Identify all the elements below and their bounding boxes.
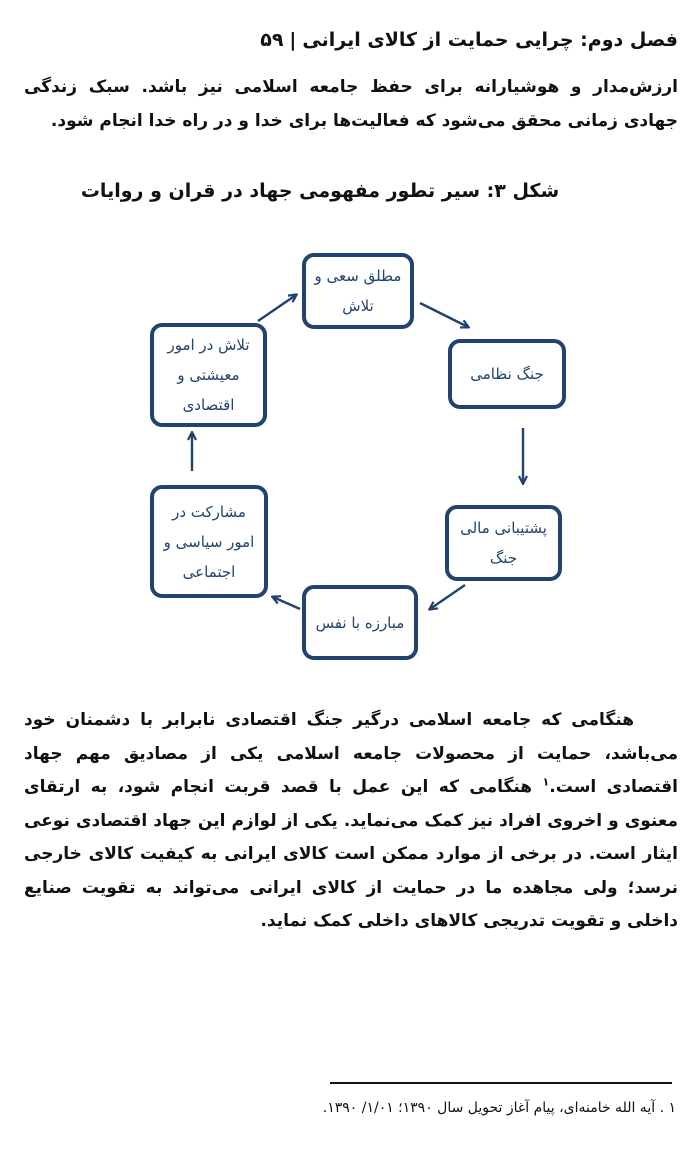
arrow-bottom-to-left-lower bbox=[273, 597, 300, 609]
footnote-divider bbox=[330, 1082, 672, 1084]
paragraph-intro: ارزش‌مدار و هوشیارانه برای حفظ جامعه اسلامی نیز باشد. سبک زندگی جهادی زمانی محقق می‌شود که فعالیت‌ها برای خدا و در راه خدا انجام شود. bbox=[24, 77, 678, 131]
box-economic-livelihood-effort: تلاش در امور معیشتی و اقتصادی bbox=[150, 323, 267, 427]
footnote bbox=[323, 1098, 676, 1118]
header-separator: | bbox=[289, 29, 297, 51]
arrow-right-lower-to-bottom bbox=[430, 585, 465, 609]
box-effort-and-striving: مطلق سعی و تلاش bbox=[302, 253, 414, 329]
footnote-number: ۱ . bbox=[659, 1100, 676, 1116]
box-financial-war-support: پشتیبانی مالی جنگ bbox=[445, 505, 562, 581]
paragraph-main bbox=[24, 704, 678, 939]
jihad-concept-cycle-diagram bbox=[140, 245, 570, 670]
box-political-social-participation: مشارکت در امور سیاسی و اجتماعی bbox=[150, 485, 268, 598]
arrow-top-to-right-upper bbox=[420, 303, 468, 327]
box-military-war: جنگ نظامی bbox=[448, 339, 566, 409]
footnote-reference[interactable]: ۱ bbox=[542, 775, 550, 789]
footnote-text: آیه الله خامنه‌ای، پیام آغاز تحویل سال ۱۳۹۰؛ ۱/۰۱/ ۱۳۹۰. bbox=[322, 1100, 656, 1116]
arrow-left-upper-to-top bbox=[258, 295, 296, 321]
paragraph-main-part2: هنگامی که این عمل با قصد قربت انجام شود، به ارتقای معنوی و اخروی افراد نیز کمک می‌نماید. یکی از لوازم این جهاد اقتصادی نوعی ایثار است. در برخی از موارد ممکن است کالای ایرانی به کیفیت کالای خارجی نرسد؛ ولی مجاهده ما در حمایت از کالای ایرانی می‌تواند به تقویت صنایع داخلی و تقویت تدریجی کالاهای داخلی کمک نماید. bbox=[24, 777, 678, 931]
paragraph-main-part1: هنگامی که جامعه اسلامی درگیر جنگ اقتصادی نابرابر با دشمنان خود می‌باشد، حمایت از محصولات جامعه اسلامی یکی از مصادیق مهم جهاد اقتصادی است. bbox=[24, 710, 678, 797]
chapter-title: فصل دوم: چرایی حمایت از کالای ایرانی bbox=[302, 29, 678, 51]
page-header bbox=[20, 26, 678, 54]
figure-caption: شکل ۳: سیر تطور مفهومی جهاد در قران و روایات bbox=[80, 180, 560, 202]
page-number: ۵۹ bbox=[260, 29, 284, 51]
box-struggle-with-self: مبارزه با نفس bbox=[302, 585, 418, 660]
